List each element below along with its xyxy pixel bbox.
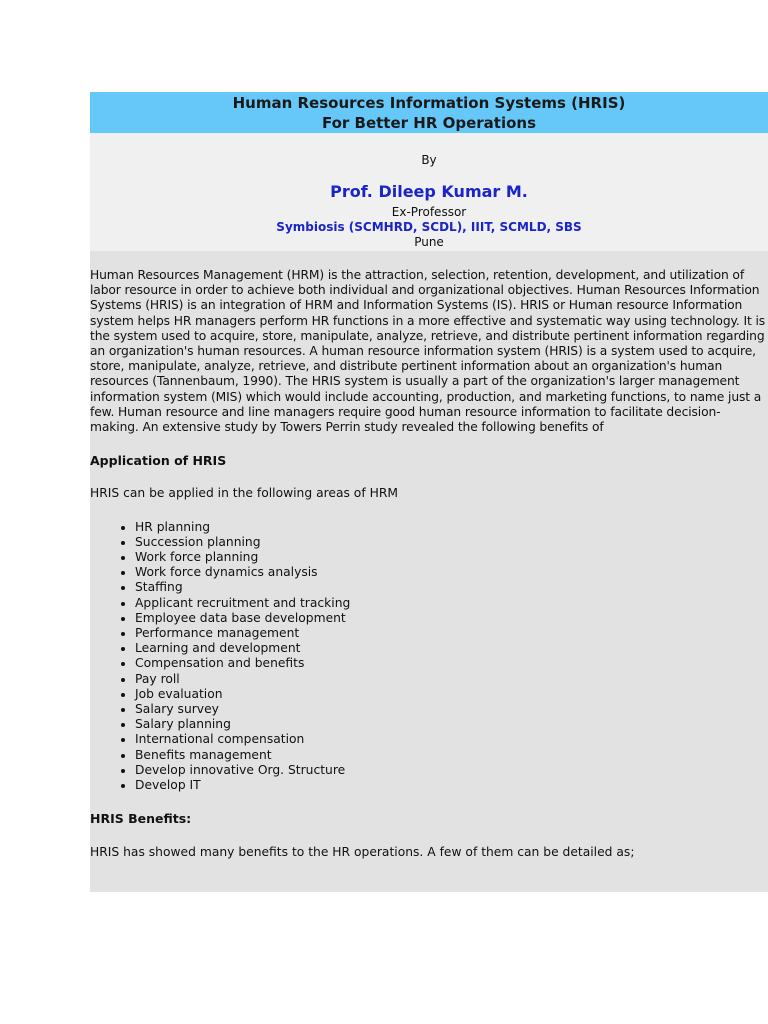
list-item: • Work force planning [135,550,768,565]
author-role: Ex-Professor [391,205,467,219]
title-banner [90,92,768,133]
title-line-2: For Better HR Operations [321,114,537,132]
list-item: • Performance management [135,626,768,641]
list-item: • Work force dynamics analysis [135,565,768,580]
article-body [90,251,768,892]
author-city: Pune [414,235,444,249]
list-item: • Staffing [135,580,768,595]
list-item: • Develop IT [135,778,768,793]
author-name: Prof. Dileep Kumar M. [330,182,528,201]
list-item: • Job evaluation [135,687,768,702]
document-page [90,92,768,892]
author-institutions: Symbiosis (SCMHRD, SCDL), IIIT, SCMLD, SBS [276,220,582,234]
list-item: • Salary planning [135,717,768,732]
application-lead: HRIS can be applied in the following areas of HRM [90,486,398,501]
byline-section [90,133,768,251]
list-item: • Employee data base development [135,611,768,626]
list-item: • Learning and development [135,641,768,656]
list-item: • Benefits management [135,748,768,763]
application-list [90,520,768,794]
benefits-lead: HRIS has showed many benefits to the HR operations. A few of them can be detailed as; [90,844,635,859]
list-item: • International compensation [135,732,768,747]
intro-paragraph: Human Resources Management (HRM) is the attraction, selection, retention, development, and utilization of labor resource in order to achieve both individual and organizational objectives. Human Resources Information Systems (HRIS) is an integration of HRM and Information Systems (IS). HRIS or Human resource Information system helps HR managers perform HR functions in a more effective and systematic way using technology. It is the system used to acquire, store, manipulate, analyze, retrieve, and distribute pertinent information regarding an organization's human resources. A human resource information system (HRIS) is a system used to acquire, store, manipulate, analyze, retrieve, and distribute pertinent information about an organization's human resources (Tannenbaum, 1990). The HRIS system is usually a part of the organization's larger management information system (MIS) which would include accounting, production, and marketing functions, to name just a few. Human resource and line managers require good human resource information to facilitate decision-making. An extensive study by Towers Perrin study revealed the following benefits of [90,268,766,435]
list-item: • Develop innovative Org. Structure [135,763,768,778]
by-label: By [421,153,437,167]
list-item: • HR planning [135,520,768,535]
list-item: • Compensation and benefits [135,656,768,671]
list-item: • Succession planning [135,535,768,550]
list-item: • Pay roll [135,672,768,687]
benefits-heading: HRIS Benefits: [90,811,192,827]
list-item: • Salary survey [135,702,768,717]
application-heading: Application of HRIS [90,453,227,469]
list-item: • Applicant recruitment and tracking [135,596,768,611]
title-line-1: Human Resources Information Systems (HRIS) [232,94,626,112]
